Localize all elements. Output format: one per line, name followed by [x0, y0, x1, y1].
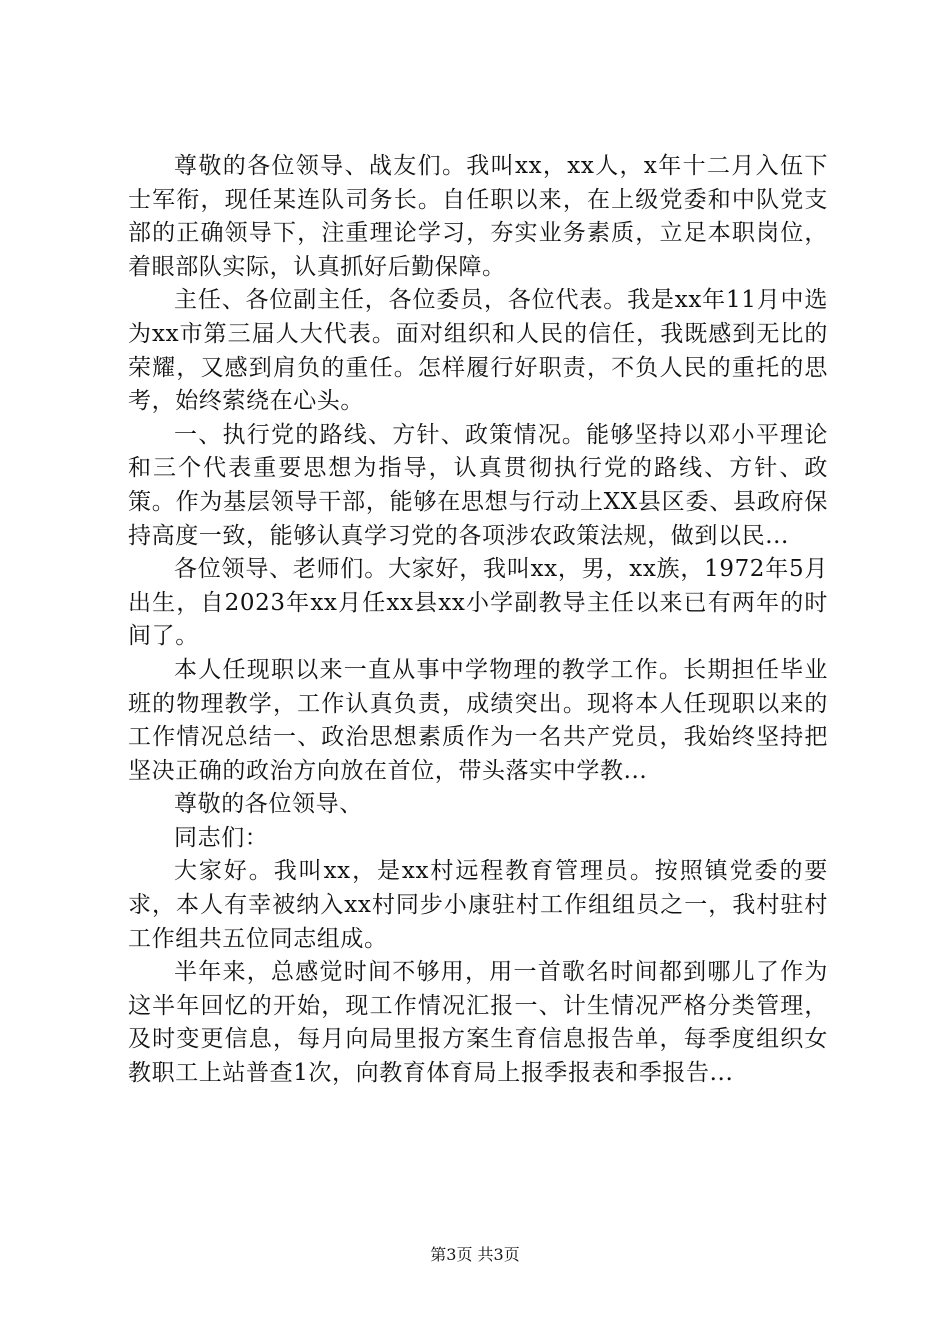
- page-number-footer: 第3页 共3页: [430, 1245, 520, 1264]
- paragraph-1: 尊敬的各位领导、战友们。我叫xx，xx人，x年十二月入伍下士军衔，现任某连队司务长。自任职以来，在上级党委和中队党支部的正确领导下，注重理论学习，夯实业务素质，立足本职岗位，着眼部队实际，认真抓好后勤保障。: [128, 153, 828, 280]
- paragraph-2: 主任、各位副主任，各位委员，各位代表。我是xx年11月中选为xx市第三届人大代表。面对组织和人民的信任，我既感到无比的荣耀，又感到肩负的重任。怎样履行好职责，不负人民的重托的思考，始终萦绕在心头。: [128, 287, 828, 415]
- paragraph-5: 本人任现职以来一直从事中学物理的教学工作。长期担任毕业班的物理教学，工作认真负责，成绩突出。现将本人任现职以来的工作情况总结一、政治思想素质作为一名共产党员，我始终坚持把坚决正确的政治方向放在首位，带头落实中学教...: [128, 656, 828, 784]
- document-body: [128, 150, 828, 1091]
- paragraph-4: 各位领导、老师们。大家好，我叫xx，男，xx族，1972年5月出生，自2023年xx月任xx县xx小学副教导主任以来已有两年的时间了。: [128, 556, 828, 650]
- paragraph-9: 半年来，总感觉时间不够用，用一首歌名时间都到哪儿了作为这半年回忆的开始，现工作情况汇报一、计生情况严格分类管理，及时变更信息，每月向局里报方案生育信息报告单，每季度组织女教职工上站普查1次，向教育体育局上报季报表和季报告...: [128, 959, 828, 1087]
- paragraph-6: 尊敬的各位领导、: [174, 791, 363, 818]
- paragraph-3: 一、执行党的路线、方针、政策情况。能够坚持以邓小平理论和三个代表重要思想为指导，认真贯彻执行党的路线、方针、政策。作为基层领导干部，能够在思想与行动上XX县区委、县政府保持高度一致，能够认真学习党的各项涉农政策法规，做到以民...: [128, 421, 828, 549]
- paragraph-8: 大家好。我叫xx，是xx村远程教育管理员。按照镇党委的要求，本人有幸被纳入xx村同步小康驻村工作组组员之一，我村驻村工作组共五位同志组成。: [128, 858, 828, 952]
- paragraph-7: 同志们：: [174, 824, 269, 851]
